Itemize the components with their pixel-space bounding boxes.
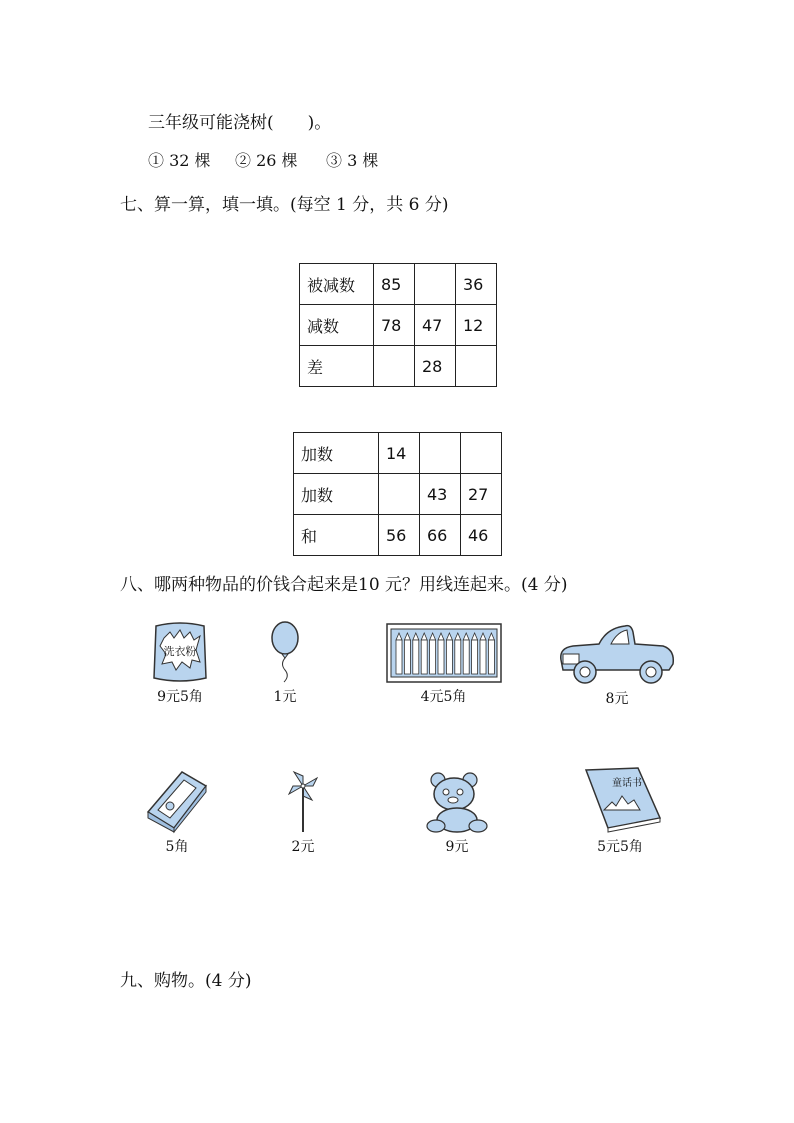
item-price: 2元 [291,839,315,855]
row-header-addend: 加数 [294,433,379,474]
row-header-addend: 加数 [294,474,379,515]
crayon [488,640,494,674]
q7-heading: 七、算一算，填一填。(每空 1 分，共 6 分) [120,195,449,215]
table-cell-blank[interactable] [379,474,420,515]
item-sharpener[interactable] [137,766,217,856]
pencil-sharpener-icon [144,766,210,834]
table-row [300,264,497,305]
table-row [294,515,502,556]
item-price: 8元 [605,691,629,707]
table-cell-blank[interactable] [420,433,461,474]
crayon [429,640,435,674]
crayon [421,640,427,674]
row-header-sum: 和 [294,515,379,556]
pinwheel-icon [288,770,318,834]
item-storybook[interactable] [570,766,670,856]
table-cell: 28 [415,346,456,387]
item-price: 1元 [273,689,297,705]
table-cell-blank[interactable] [415,264,456,305]
table-cell: 56 [379,515,420,556]
table-cell: 85 [374,264,415,305]
q6-option-a: ① 32 棵 [148,151,211,170]
crayon-box-icon [385,620,503,684]
toy-car-icon [555,620,679,686]
crayon [480,640,486,674]
item-price: 5角 [165,839,189,855]
table-cell-blank[interactable] [456,346,497,387]
teddy-bear-icon [424,768,490,834]
subtraction-table [299,263,497,387]
crayon [454,640,460,674]
table-cell: 47 [415,305,456,346]
item-price: 9元5角 [157,689,203,705]
storybook-label: 童话书 [612,778,642,789]
table-row [300,305,497,346]
crayon [471,640,477,674]
table-row [294,474,502,515]
table-cell: 27 [461,474,502,515]
table-cell: 66 [420,515,461,556]
item-teddy-bear[interactable] [418,768,496,856]
item-price: 4元5角 [420,689,467,705]
row-header-subtrahend: 减数 [300,305,374,346]
q8-heading: 八、哪两种物品的价钱合起来是10 元？用线连起来。(4 分) [120,575,568,595]
table-cell: 12 [456,305,497,346]
table-cell-blank[interactable] [374,346,415,387]
table-cell: 36 [456,264,497,305]
item-detergent[interactable] [135,620,225,706]
table-cell-blank[interactable] [461,433,502,474]
q6-question-line: 三年级可能浇树( )。 [148,113,332,133]
table-cell: 14 [379,433,420,474]
detergent-label: 洗衣粉 [163,645,197,658]
storybook-icon [578,766,662,834]
crayon [412,640,418,674]
detergent-bag-icon [150,620,210,684]
row-header-difference: 差 [300,346,374,387]
item-price: 5元5角 [597,839,643,855]
item-pinwheel[interactable] [278,770,328,856]
crayon [438,640,444,674]
crayon [404,640,410,674]
addition-table [293,432,502,556]
table-cell: 43 [420,474,461,515]
row-header-minuend: 被减数 [300,264,374,305]
table-cell: 78 [374,305,415,346]
q9-heading: 九、购物。(4 分) [120,971,252,991]
item-balloon[interactable] [255,620,315,706]
table-row [300,346,497,387]
crayon [446,640,452,674]
item-crayons[interactable] [381,620,506,706]
crayon [463,640,469,674]
table-cell: 46 [461,515,502,556]
table-row [294,433,502,474]
item-price: 9元 [445,839,469,855]
q6-option-c: ③ 3 棵 [326,151,379,170]
item-toy-car[interactable] [552,620,682,708]
crayon [396,640,402,674]
q6-option-b: ② 26 棵 [235,151,298,170]
balloon-icon [270,620,300,684]
